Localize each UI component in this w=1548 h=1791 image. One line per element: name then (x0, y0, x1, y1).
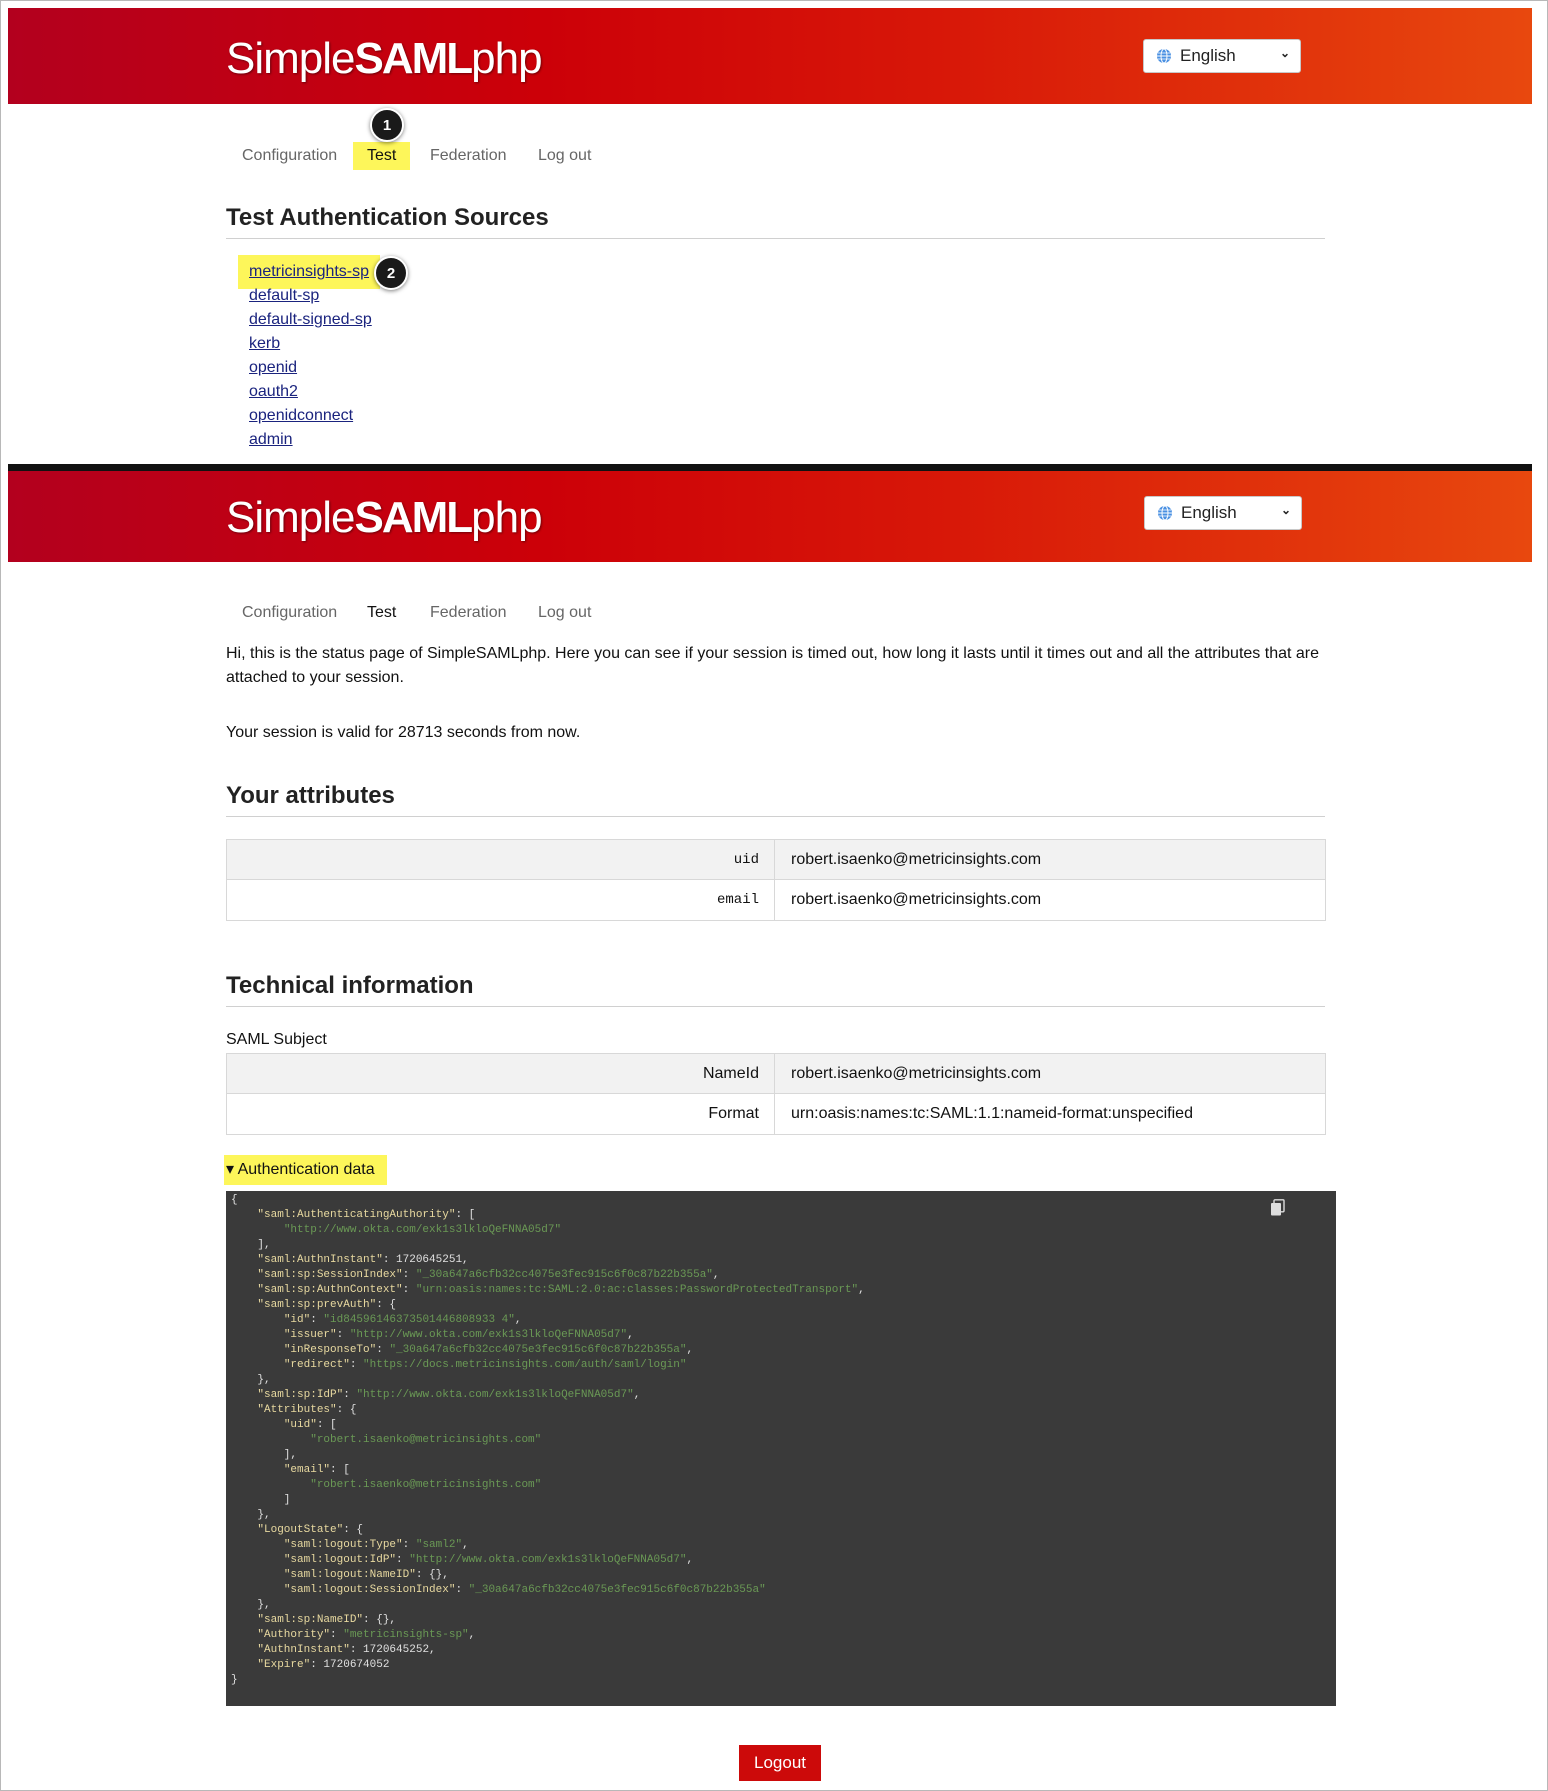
attribute-value: robert.isaenko@metricinsights.com (791, 891, 1042, 908)
top-header (8, 8, 1532, 104)
globe-icon (1156, 48, 1172, 64)
nav-test[interactable]: Test (367, 604, 397, 621)
simplesamlphp-logo[interactable]: SimpleSAMLphp (226, 493, 542, 542)
subject-key: NameId (227, 1054, 775, 1093)
session-validity: Your session is valid for 28713 seconds from now. (226, 724, 581, 741)
source-link-metricinsights-sp[interactable]: metricinsights-sp (249, 263, 370, 280)
subject-value: robert.isaenko@metricinsights.com (791, 1065, 1042, 1082)
copy-icon[interactable] (1270, 1199, 1286, 1217)
subject-value: urn:oasis:names:tc:SAML:1.1:nameid-format:unspecified (791, 1105, 1193, 1122)
language-value: English (1181, 503, 1237, 522)
source-link-openid[interactable]: openid (249, 359, 298, 376)
screenshot-divider (8, 464, 1532, 471)
source-link-default-sp[interactable]: default-sp (249, 287, 320, 304)
saml-subject-label: SAML Subject (226, 1031, 327, 1048)
chevron-down-icon: ⌄ (1280, 503, 1291, 517)
nav-logout[interactable]: Log out (538, 604, 592, 621)
authentication-data-code (226, 1191, 1336, 1706)
attributes-table (226, 839, 1326, 921)
json-code-block: { "saml:AuthenticatingAuthority": [ "http://www.okta.com/exk1s3lkloQeFNNA05d7" ], "saml:AuthnInstant": 1720645251, "saml:sp:SessionIndex": "_30a647a6cfb32cc4075e3fec915c6f0c87b22b355a", "saml:sp:AuthnContext": "urn:oasis:names:tc:SAML:2.0:ac:classes:PasswordProtectedTransport", "saml:sp:prevAuth": { "id": "id84596146373501446808933 4", "issuer": "http://www.okta.com/exk1s3lkloQeFNNA05d7", "inResponseTo": "_30a647a6cfb32cc4075e3fec915c6f0c87b22b355a", "redirect": "https://docs.metricinsights.com/auth/saml/login" }, "saml:sp:IdP": "http://www.okta.com/exk1s3lkloQeFNNA05d7", "Attributes": { "uid": [ "robert.isaenko@metricinsights.com" ], "email": [ "robert.isaenko@metricinsights.com" ] }, "LogoutState": { "saml:logout:Type": "saml2", "saml:logout:IdP": "http://www.okta.com/exk1s3lkloQeFNNA05d7", "saml:logout:NameID": {}, "saml:logout:SessionIndex": "_30a647a6cfb32cc4075e3fec915c6f0c87b22b355a" }, "saml:sp:NameID": {}, "Authority": "metricinsights-sp", "AuthnInstant": 1720645252, "Expire": 1720674052 } (231, 1194, 865, 1686)
attributes-title: Your attributes (226, 782, 1325, 817)
table-row (227, 880, 1325, 920)
second-header (8, 471, 1532, 562)
authentication-data-toggle[interactable]: ▾ Authentication data (224, 1155, 387, 1185)
source-link-kerb[interactable]: kerb (249, 335, 281, 352)
step-badge-2: 2 (374, 256, 408, 290)
test-auth-sources-title: Test Authentication Sources (226, 204, 1325, 239)
table-row (227, 1054, 1325, 1094)
subject-key: Format (227, 1094, 775, 1134)
nav-federation[interactable]: Federation (430, 604, 507, 621)
language-select[interactable] (1144, 496, 1302, 530)
nav-federation[interactable]: Federation (430, 147, 507, 164)
source-link-admin[interactable]: admin (249, 431, 293, 448)
logout-button[interactable]: Logout (739, 1745, 821, 1781)
table-row (227, 840, 1325, 880)
nav-configuration[interactable]: Configuration (242, 147, 338, 164)
auth-sources-list (249, 260, 372, 452)
step-badge-1: 1 (370, 108, 404, 142)
language-value: English (1180, 46, 1236, 65)
nav-test[interactable]: Test (353, 142, 410, 170)
language-select[interactable] (1143, 39, 1301, 73)
table-row (227, 1094, 1325, 1134)
technical-info-title: Technical information (226, 972, 1325, 1007)
attribute-value: robert.isaenko@metricinsights.com (791, 851, 1042, 868)
saml-subject-table (226, 1053, 1326, 1135)
attribute-key: email (227, 880, 775, 920)
nav-logout[interactable]: Log out (538, 147, 592, 164)
globe-icon (1157, 505, 1173, 521)
status-intro: Hi, this is the status page of SimpleSAMLphp. Here you can see if your session is timed out, how long it lasts until it times out and all the attributes that are attached to your session. (226, 645, 1319, 686)
source-link-default-signed-sp[interactable]: default-signed-sp (249, 311, 372, 328)
chevron-down-icon: ⌄ (1279, 46, 1290, 60)
source-link-oauth2[interactable]: oauth2 (249, 383, 298, 400)
source-link-openidconnect[interactable]: openidconnect (249, 407, 354, 424)
nav-configuration[interactable]: Configuration (242, 604, 338, 621)
simplesamlphp-logo[interactable]: SimpleSAMLphp (226, 34, 542, 83)
attribute-key: uid (227, 840, 775, 879)
